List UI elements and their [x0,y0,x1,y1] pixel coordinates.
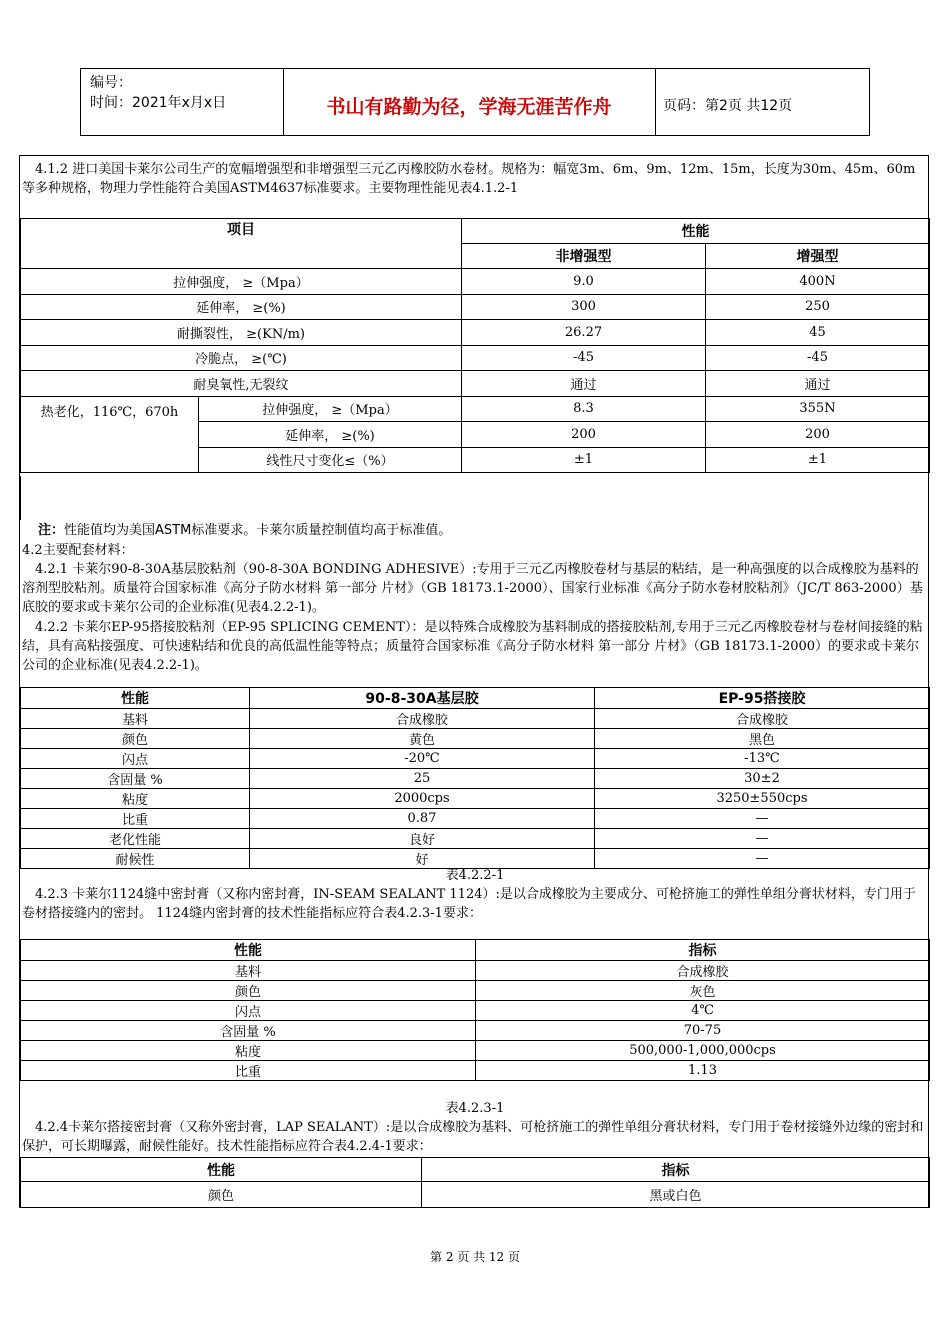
table-cell: -20℃ [250,749,595,769]
table-cell: 25 [250,769,595,789]
table-header: 指标 [476,940,930,961]
table-cell: 黑色 [595,729,930,749]
table-cell: 耐候性 [21,849,250,869]
table-cell: -13℃ [595,749,930,769]
table-cell: 粘度 [21,789,250,809]
table-cell: -45 [706,345,930,371]
table-header: 性能 [21,688,250,709]
table-header: 性能 [21,940,476,961]
table-cell: 2000cps [250,789,595,809]
table-cell: 45 [706,320,930,346]
table-cell: — [595,849,930,869]
table-header: 90-8-30A基层胶 [250,688,595,709]
table-cell: 9.0 [462,269,706,295]
table-caption: 表4.2.3-1 [445,1101,505,1116]
table-cell: 400N [706,269,930,295]
paragraph-4-1-2: 4.1.2 进口美国卡莱尔公司生产的宽幅增强型和非增强型三元乙丙橡胶防水卷材。规格为：幅宽3m、6m、9m、12m、15m，长度为30m、45m、60m等多种规格，物理力学性能符合美国ASTM4637标准要求。主要物理性能见表4.1.2-1 [22,162,916,196]
table-cell: 0.87 [250,809,595,829]
table-cell-aging: 热老化，116℃，670h [21,396,199,473]
table-cell: 冷脆点， ≥(℃) [21,345,462,371]
table-cell: 比重 [21,1061,476,1081]
table-cell: 200 [462,422,706,448]
table-4-1-2-1 [20,218,930,473]
paragraph-4-2-4: 4.2.4卡莱尔搭接密封膏（又称外密封膏，LAP SEALANT）:是以合成橡胶为基料、可枪挤施工的弹性单组分膏状材料，专门用于卷材接缝外边缘的密封和保护，可长期曝露，耐候性能好。技术性能指标应符合表4.2.4-1要求： [22,1120,924,1154]
header-page-number: 页码：第2页 共12页 [663,98,793,114]
table-cell: 闪点 [21,749,250,769]
table-cell: 延伸率， ≥(%) [199,422,462,448]
table-cell: 好 [250,849,595,869]
table-header: 性能 [21,1158,422,1182]
note [38,521,944,540]
table-cell: 26.27 [462,320,706,346]
table-cell: — [595,829,930,849]
table-cell: 通过 [462,371,706,397]
table-cell: 耐臭氧性,无裂纹 [21,371,462,397]
table-cell: -45 [462,345,706,371]
table-cell: ±1 [462,447,706,473]
header-number: 编号： [90,75,132,91]
note-text: 性能值均为美国ASTM标准要求。卡莱尔质量控制值均高于标准值。 [64,523,452,538]
table-cell: 250 [706,294,930,320]
note-label: 注： [38,523,65,538]
header-time: 时间：2021年x月x日 [90,95,227,111]
table-cell: 耐撕裂性， ≥(KN/m) [21,320,462,346]
table-4-2-4-1 [20,1157,930,1208]
table-cell: 老化性能 [21,829,250,849]
table-cell: ±1 [706,447,930,473]
table-header: 指标 [422,1158,930,1182]
table-cell: 含固量 % [21,769,250,789]
table-cell: 拉伸强度， ≥（Mpa） [21,269,462,295]
table-cell: 8.3 [462,396,706,422]
table-cell: 70-75 [476,1021,930,1041]
table-cell: — [595,809,930,829]
table-cell: 黑或白色 [422,1182,930,1208]
table-header: EP-95搭接胶 [595,688,930,709]
paragraph-4-2-3: 4.2.3 卡莱尔1124缝中密封膏（又称内密封膏，IN-SEAM SEALANT 1124）:是以合成橡胶为主要成分、可枪挤施工的弹性单组分膏状材料，专门用于卷材搭接缝内的密封。 1124缝内密封膏的技术性能指标应符合表4.2.3-1要求： [22,887,916,921]
table-cell: 通过 [706,371,930,397]
header-motto: 书山有路勤为径，学海无涯苦作舟 [326,96,612,118]
table-border [20,476,21,520]
table-cell: 粘度 [21,1041,476,1061]
table-cell: 黄色 [250,729,595,749]
table-cell: 基料 [21,709,250,729]
table-cell: 1.13 [476,1061,930,1081]
table-header: 项目 [21,219,462,269]
table-header: 非增强型 [462,244,706,269]
table-header: 性能 [462,219,930,244]
table-cell: 灰色 [476,981,930,1001]
table-cell: 合成橡胶 [595,709,930,729]
table-cell: 基料 [21,961,476,981]
paragraph-4-2-2: 4.2.2 卡莱尔EP-95搭接胶粘剂（EP-95 SPLICING CEMENT）：是以特殊合成橡胶为基料制成的搭接胶粘剂,专用于三元乙丙橡胶卷材与卷材间接缝的粘结，具有高粘接强度、可快速粘结和优良的高低温性能等特点；质量符合国家标准《高分子防水材料 第一部分 片材》（GB 18173.1-2000）的要求或卡莱尔公司的企业标准(见表4.2.2-1)。 [22,620,923,673]
table-cell: 延伸率， ≥(%) [21,294,462,320]
table-cell: 300 [462,294,706,320]
table-cell: 200 [706,422,930,448]
table-cell: 含固量 % [21,1021,476,1041]
table-cell: 颜色 [21,729,250,749]
table-header: 增强型 [706,244,930,269]
table-caption: 表4.2.2-1 [445,868,505,883]
table-cell: 30±2 [595,769,930,789]
table-cell: 线性尺寸变化≤（%） [199,447,462,473]
table-cell: 颜色 [21,1182,422,1208]
table-cell: 闪点 [21,1001,476,1021]
table-4-2-3-1 [20,939,930,1081]
table-cell: 355N [706,396,930,422]
section-4-2: 4.2主要配套材料： [22,543,134,558]
table-cell: 4℃ [476,1001,930,1021]
table-cell: 比重 [21,809,250,829]
table-cell: 良好 [250,829,595,849]
table-4-2-2-1 [20,687,930,869]
table-cell: 合成橡胶 [476,961,930,981]
page-footer: 第 2 页 共 12 页 [430,1250,520,1264]
header-divider [655,68,656,136]
table-cell: 3250±550cps [595,789,930,809]
table-cell: 500,000-1,000,000cps [476,1041,930,1061]
table-cell: 拉伸强度， ≥（Mpa） [199,396,462,422]
table-cell: 合成橡胶 [250,709,595,729]
table-cell: 颜色 [21,981,476,1001]
paragraph-4-2-1: 4.2.1 卡莱尔90-8-30A基层胶粘剂（90-8-30A BONDING ADHESIVE）:专用于三元乙丙橡胶卷材与基层的粘结，是一种高强度的以合成橡胶为基料的溶剂型胶粘剂。质量符合国家标准《高分子防水材料 第一部分 片材》（GB 18173.1-2000）、国家行业标准《高分子防水卷材胶粘剂》（JC/T 863-2000）基底胶的要求或卡莱尔公司的企业标准(见表4.2.2-1)。 [22,562,923,615]
